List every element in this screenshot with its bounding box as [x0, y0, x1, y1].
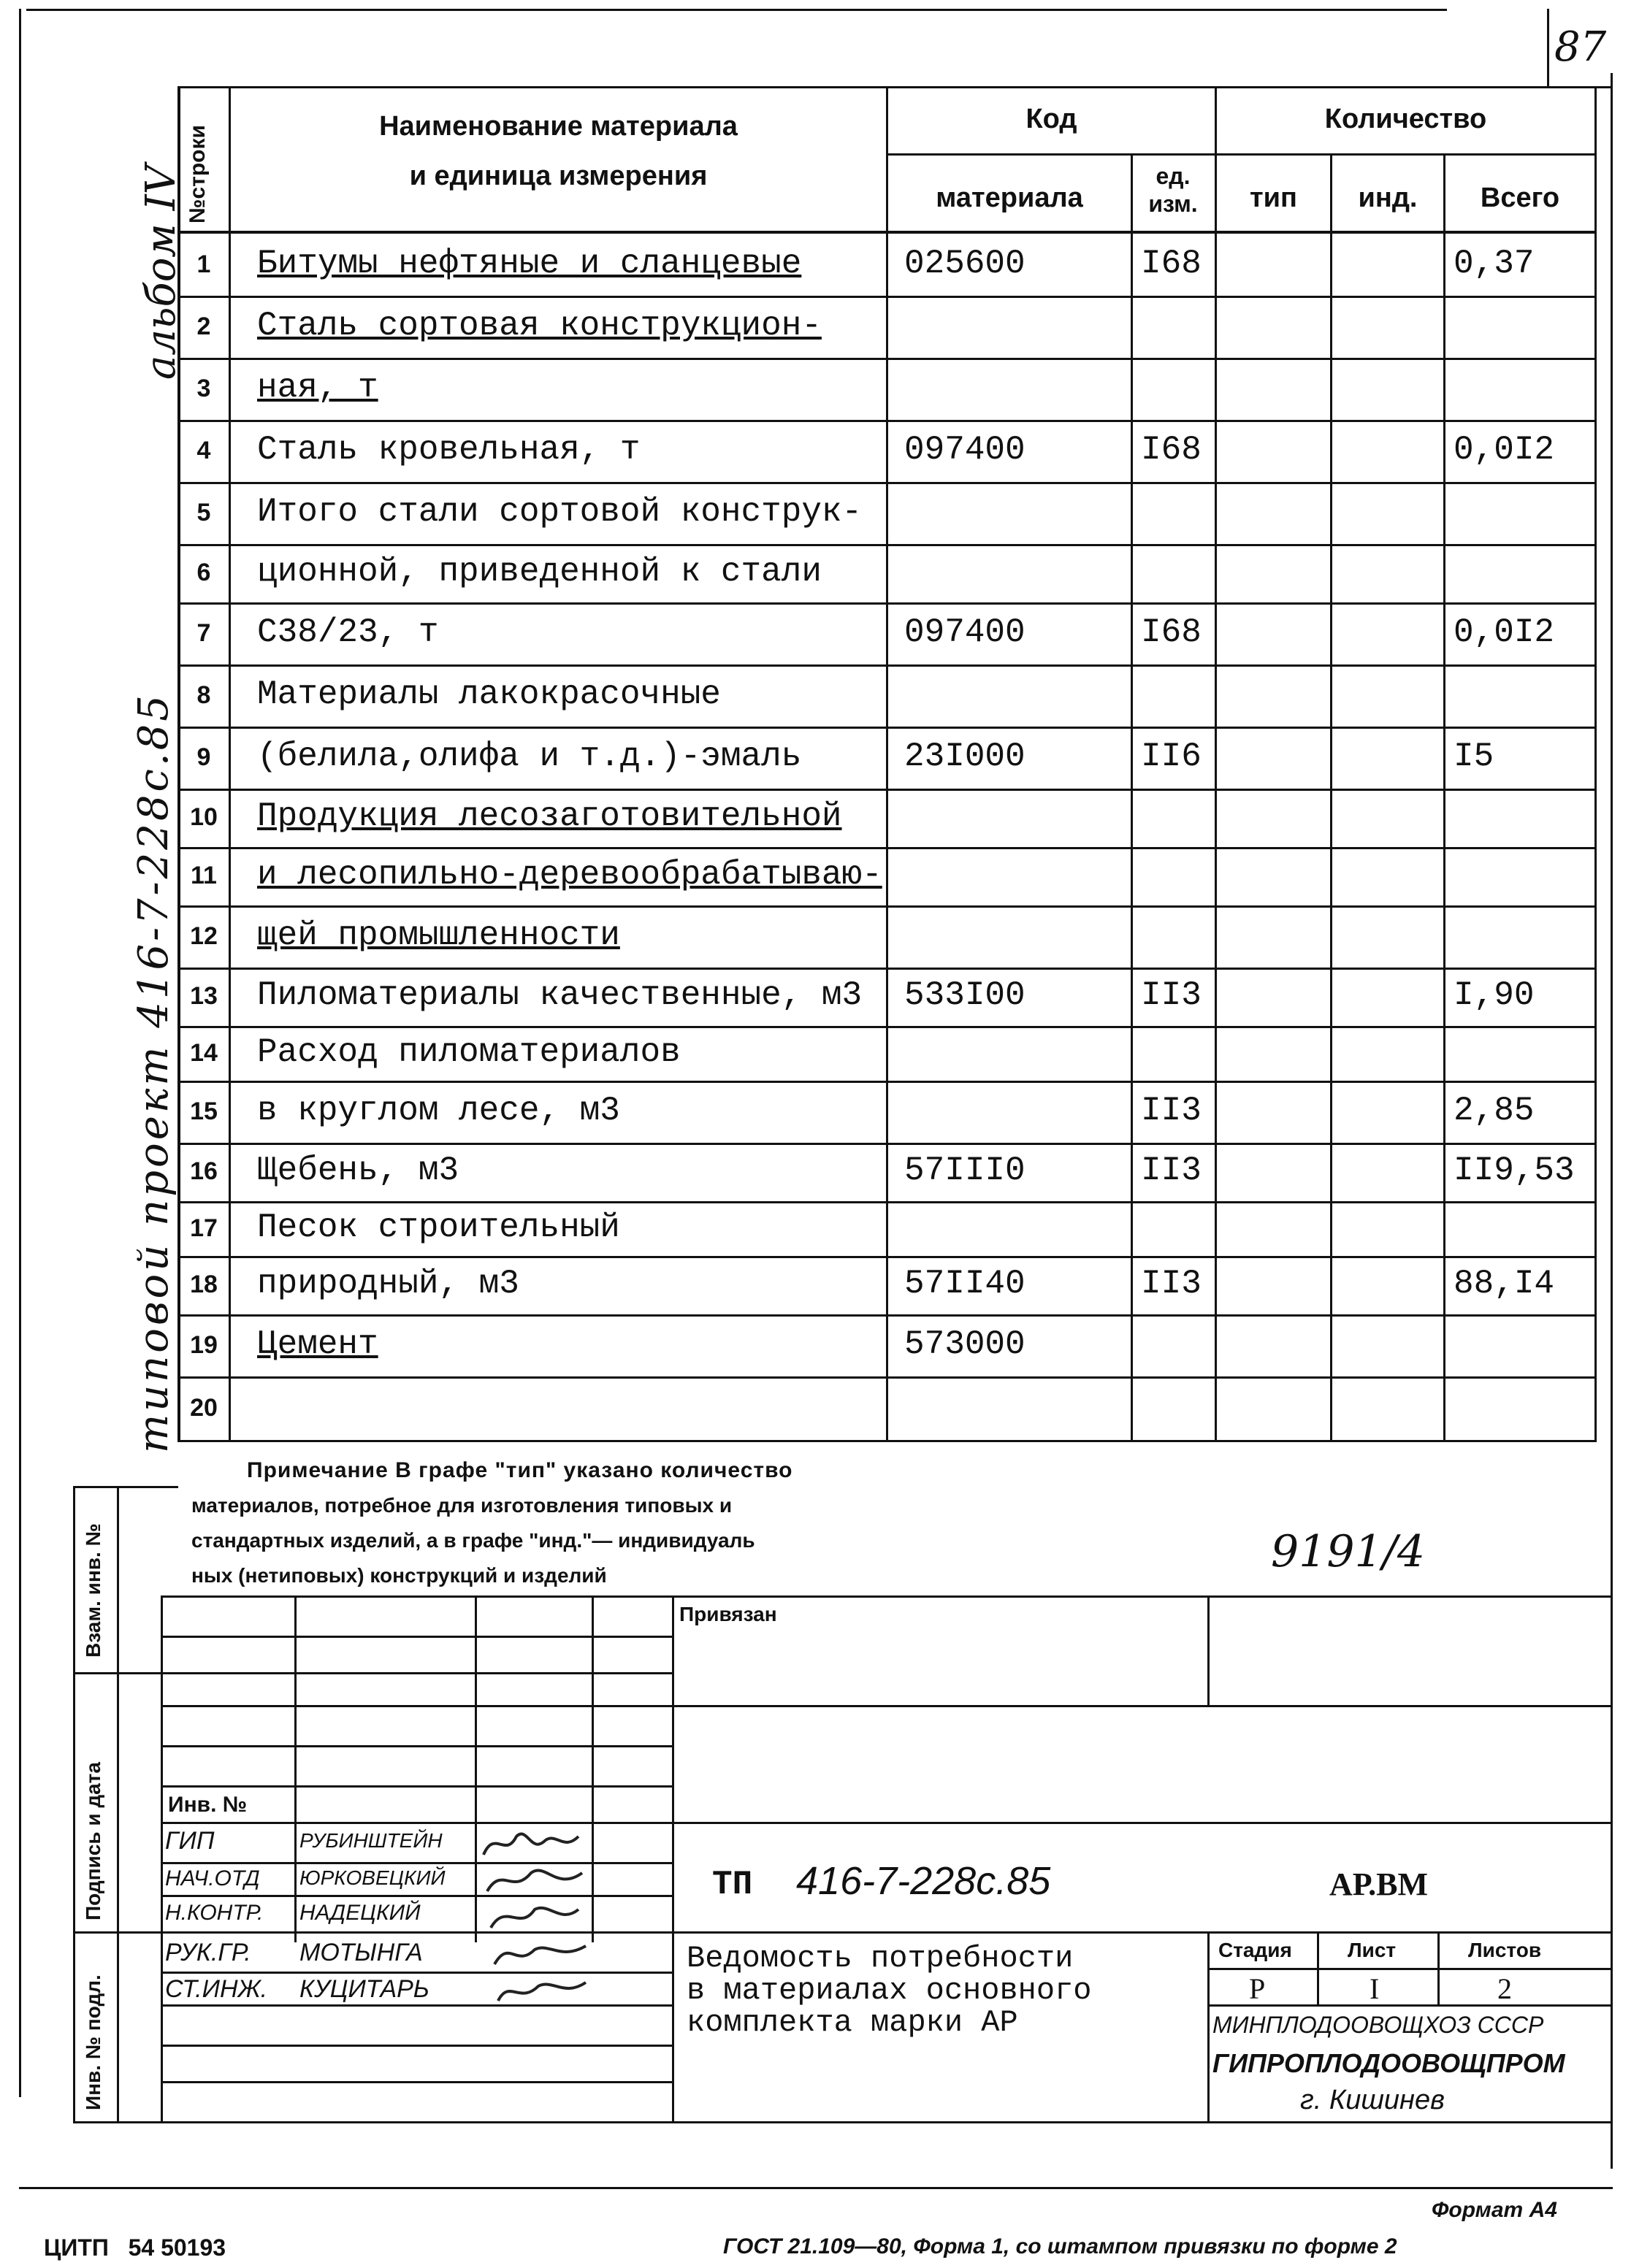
- material-name: (белила,олифа и т.д.)-эмаль: [257, 737, 802, 775]
- role-st-inzh: СТ.ИНЖ.: [165, 1975, 268, 2003]
- name-st-inzh: КУЦИТАРЬ: [299, 1975, 429, 2003]
- footer-left: ЦИТП 54 50193: [44, 2234, 226, 2261]
- material-name: Итого стали сортовой конструк-: [257, 492, 863, 531]
- note-line: материалов, потребное для изготовления типовых и: [191, 1494, 733, 1517]
- sheet-value: I: [1370, 1972, 1380, 2005]
- row-divider: [177, 544, 1597, 546]
- tp-code: 416-7-228с.85: [796, 1859, 1051, 1903]
- quantity-total: I,90: [1454, 976, 1535, 1014]
- material-name: Материалы лакокрасочные: [257, 675, 721, 713]
- header-code: Код: [1025, 104, 1077, 134]
- material-name: Расход пиломатериалов: [257, 1033, 681, 1071]
- quantity-total: 0,37: [1454, 244, 1535, 283]
- material-code: 573000: [904, 1325, 1025, 1363]
- material-name: ная, т: [257, 368, 378, 407]
- header-unit: ед. изм.: [1148, 163, 1198, 217]
- row-number: 8: [196, 681, 211, 709]
- side-project-label: типовой проект 416-7-228с.85: [130, 692, 177, 1453]
- org-line3: г. Кишинев: [1300, 2085, 1445, 2115]
- material-name: и лесопильно-деревообрабатываю-: [257, 856, 882, 894]
- signatures: [476, 1822, 592, 2008]
- row-number: 9: [196, 743, 211, 771]
- unit-code: II3: [1141, 1152, 1202, 1189]
- name-nach-otd: ЮРКОВЕЦКИЙ: [299, 1866, 446, 1889]
- header-total: Всего: [1480, 183, 1560, 213]
- org-line2: ГИПРОПЛОДООВОЩПРОМ: [1212, 2048, 1565, 2078]
- format-label: Формат А4: [1432, 2198, 1557, 2222]
- note-block: [191, 1453, 1068, 1593]
- name-n-kontr: НАДЕЦКИЙ: [299, 1901, 421, 1925]
- material-name: Щебень, м3: [257, 1152, 459, 1189]
- unit-code: I68: [1141, 430, 1202, 469]
- org-line1: МИНПЛОДООВОЩХОЗ СССР: [1212, 2012, 1544, 2038]
- side-label-vzam: Взам. инв. №: [82, 1523, 104, 1658]
- row-number: 17: [190, 1214, 218, 1242]
- row-divider: [177, 1256, 1597, 1258]
- material-code: 533I00: [904, 976, 1025, 1014]
- row-divider: [177, 847, 1597, 849]
- unit-code: II6: [1141, 737, 1202, 775]
- row-divider: [177, 482, 1597, 484]
- stage-value: Р: [1249, 1972, 1266, 2005]
- sheet-label: Лист: [1348, 1939, 1397, 1961]
- material-code: 23I000: [904, 737, 1025, 775]
- row-divider: [177, 968, 1597, 970]
- row-number: 6: [196, 559, 211, 586]
- material-name: в круглом лесе, м3: [257, 1091, 620, 1130]
- header-name-line1: Наименование материала: [379, 111, 738, 142]
- row-number: 7: [196, 618, 211, 647]
- material-code: 097400: [904, 613, 1025, 651]
- sheets-label: Листов: [1468, 1939, 1542, 1961]
- row-divider: [177, 727, 1597, 729]
- quantity-total: I5: [1454, 737, 1494, 775]
- row-divider: [177, 1026, 1597, 1028]
- sheets-value: 2: [1497, 1972, 1512, 2005]
- privyazan-label: Привязан: [679, 1603, 777, 1625]
- row-divider: [177, 664, 1597, 667]
- left-border: [19, 9, 21, 2097]
- row-number: 3: [196, 374, 211, 402]
- quantity-total: 88,I4: [1454, 1265, 1555, 1303]
- material-code: 097400: [904, 430, 1025, 469]
- row-number: 16: [190, 1157, 218, 1185]
- material-name: Продукция лесозаготовительной: [257, 797, 842, 835]
- doc-title-line: комплекта марки АР: [687, 2005, 1018, 2040]
- side-label-inv-podl: Инв. № подл.: [82, 1974, 104, 2110]
- note-line: ных (нетиповых) конструкций и изделий: [191, 1564, 607, 1587]
- unit-code: I68: [1141, 613, 1202, 651]
- row-divider: [177, 905, 1597, 908]
- bottom-border: [19, 2187, 1613, 2189]
- quantity-total: 2,85: [1454, 1091, 1535, 1130]
- role-n-kontr: Н.КОНТР.: [165, 1901, 264, 1925]
- row-divider: [177, 602, 1597, 605]
- name-gip: РУБИНШТЕЙН: [299, 1829, 443, 1852]
- row-divider: [177, 789, 1597, 791]
- material-name: природный, м3: [257, 1265, 519, 1303]
- doc-title-line: Ведомость потребности: [687, 1941, 1074, 1976]
- tp-prefix: ТП: [712, 1866, 753, 1904]
- material-name: С38/23, т: [257, 613, 439, 651]
- stage-label: Стадия: [1218, 1939, 1292, 1961]
- right-border: [1611, 73, 1613, 2169]
- unit-code: I68: [1141, 244, 1202, 283]
- material-name: Сталь сортовая конструкцион-: [257, 306, 822, 345]
- top-border: [26, 9, 1447, 11]
- row-divider: [177, 296, 1597, 298]
- row-number: 13: [190, 982, 218, 1010]
- unit-code: II3: [1141, 976, 1202, 1014]
- row-divider: [177, 1081, 1597, 1083]
- row-number: 18: [190, 1271, 218, 1298]
- role-nach-otd: НАЧ.ОТД: [165, 1866, 260, 1890]
- row-number: 15: [190, 1097, 218, 1125]
- row-number: 11: [191, 862, 217, 889]
- row-number: 4: [196, 436, 211, 464]
- quantity-total: 0,0I2: [1454, 613, 1555, 651]
- role-gip: ГИП: [165, 1827, 215, 1855]
- unit-code: II3: [1141, 1091, 1202, 1130]
- inv-no-label: Инв. №: [168, 1793, 248, 1817]
- row-divider: [177, 420, 1597, 422]
- row-number: 5: [196, 498, 211, 526]
- row-divider: [177, 1143, 1597, 1145]
- name-ruk-gr: МОТЫНГА: [299, 1939, 423, 1966]
- header-row-number: №строки: [186, 125, 210, 223]
- material-name: Песок строительный: [257, 1208, 620, 1246]
- note-line: стандартных изделий, а в графе "инд."— индивидуаль: [191, 1529, 755, 1552]
- page-number: 87: [1554, 23, 1607, 71]
- role-ruk-gr: РУК.ГР.: [165, 1939, 251, 1966]
- row-number: 2: [196, 312, 211, 340]
- row-divider: [177, 1314, 1597, 1317]
- row-number: 20: [190, 1393, 218, 1422]
- row-number: 19: [190, 1330, 218, 1359]
- material-name: Сталь кровельная, т: [257, 430, 641, 469]
- row-divider: [177, 1201, 1597, 1203]
- row-divider: [177, 358, 1597, 360]
- side-album-label: альбом IV: [137, 164, 185, 380]
- quantity-total: II9,53: [1454, 1152, 1575, 1189]
- material-code: 57II40: [904, 1265, 1025, 1303]
- material-code: 025600: [904, 244, 1025, 283]
- unit-code: II3: [1141, 1265, 1202, 1303]
- material-name: Битумы нефтяные и сланцевые: [257, 244, 802, 283]
- doc-title-line: в материалах основного: [687, 1973, 1092, 2008]
- row-number: 10: [190, 803, 218, 831]
- quantity-total: 0,0I2: [1454, 430, 1555, 469]
- mark-code: АР.ВМ: [1329, 1866, 1429, 1902]
- handwritten-number: 9191/4: [1271, 1526, 1426, 1577]
- material-name: Пиломатериалы качественные, м3: [257, 976, 863, 1014]
- material-name: Цемент: [257, 1325, 378, 1363]
- header-type: тип: [1250, 183, 1297, 213]
- material-code: 57III0: [904, 1152, 1025, 1189]
- header-material: материала: [936, 183, 1083, 213]
- note-line: Примечание В графе "тип" указано количество: [247, 1458, 793, 1482]
- row-number: 14: [190, 1038, 218, 1067]
- material-name: ционной, приведенной к стали: [257, 553, 822, 591]
- side-label-podpis: Подпись и дата: [82, 1762, 104, 1920]
- row-number: 12: [190, 922, 218, 950]
- header-name-line2: и единица измерения: [409, 161, 708, 191]
- footer-right: ГОСТ 21.109—80, Форма 1, со штампом привязки по форме 2: [723, 2234, 1397, 2259]
- material-name: щей промышленности: [257, 916, 620, 954]
- header-ind: инд.: [1358, 183, 1418, 213]
- row-number: 1: [196, 250, 211, 278]
- row-divider: [177, 1376, 1597, 1379]
- doc-title: [687, 1942, 1092, 2039]
- header-quantity: Количество: [1324, 104, 1487, 134]
